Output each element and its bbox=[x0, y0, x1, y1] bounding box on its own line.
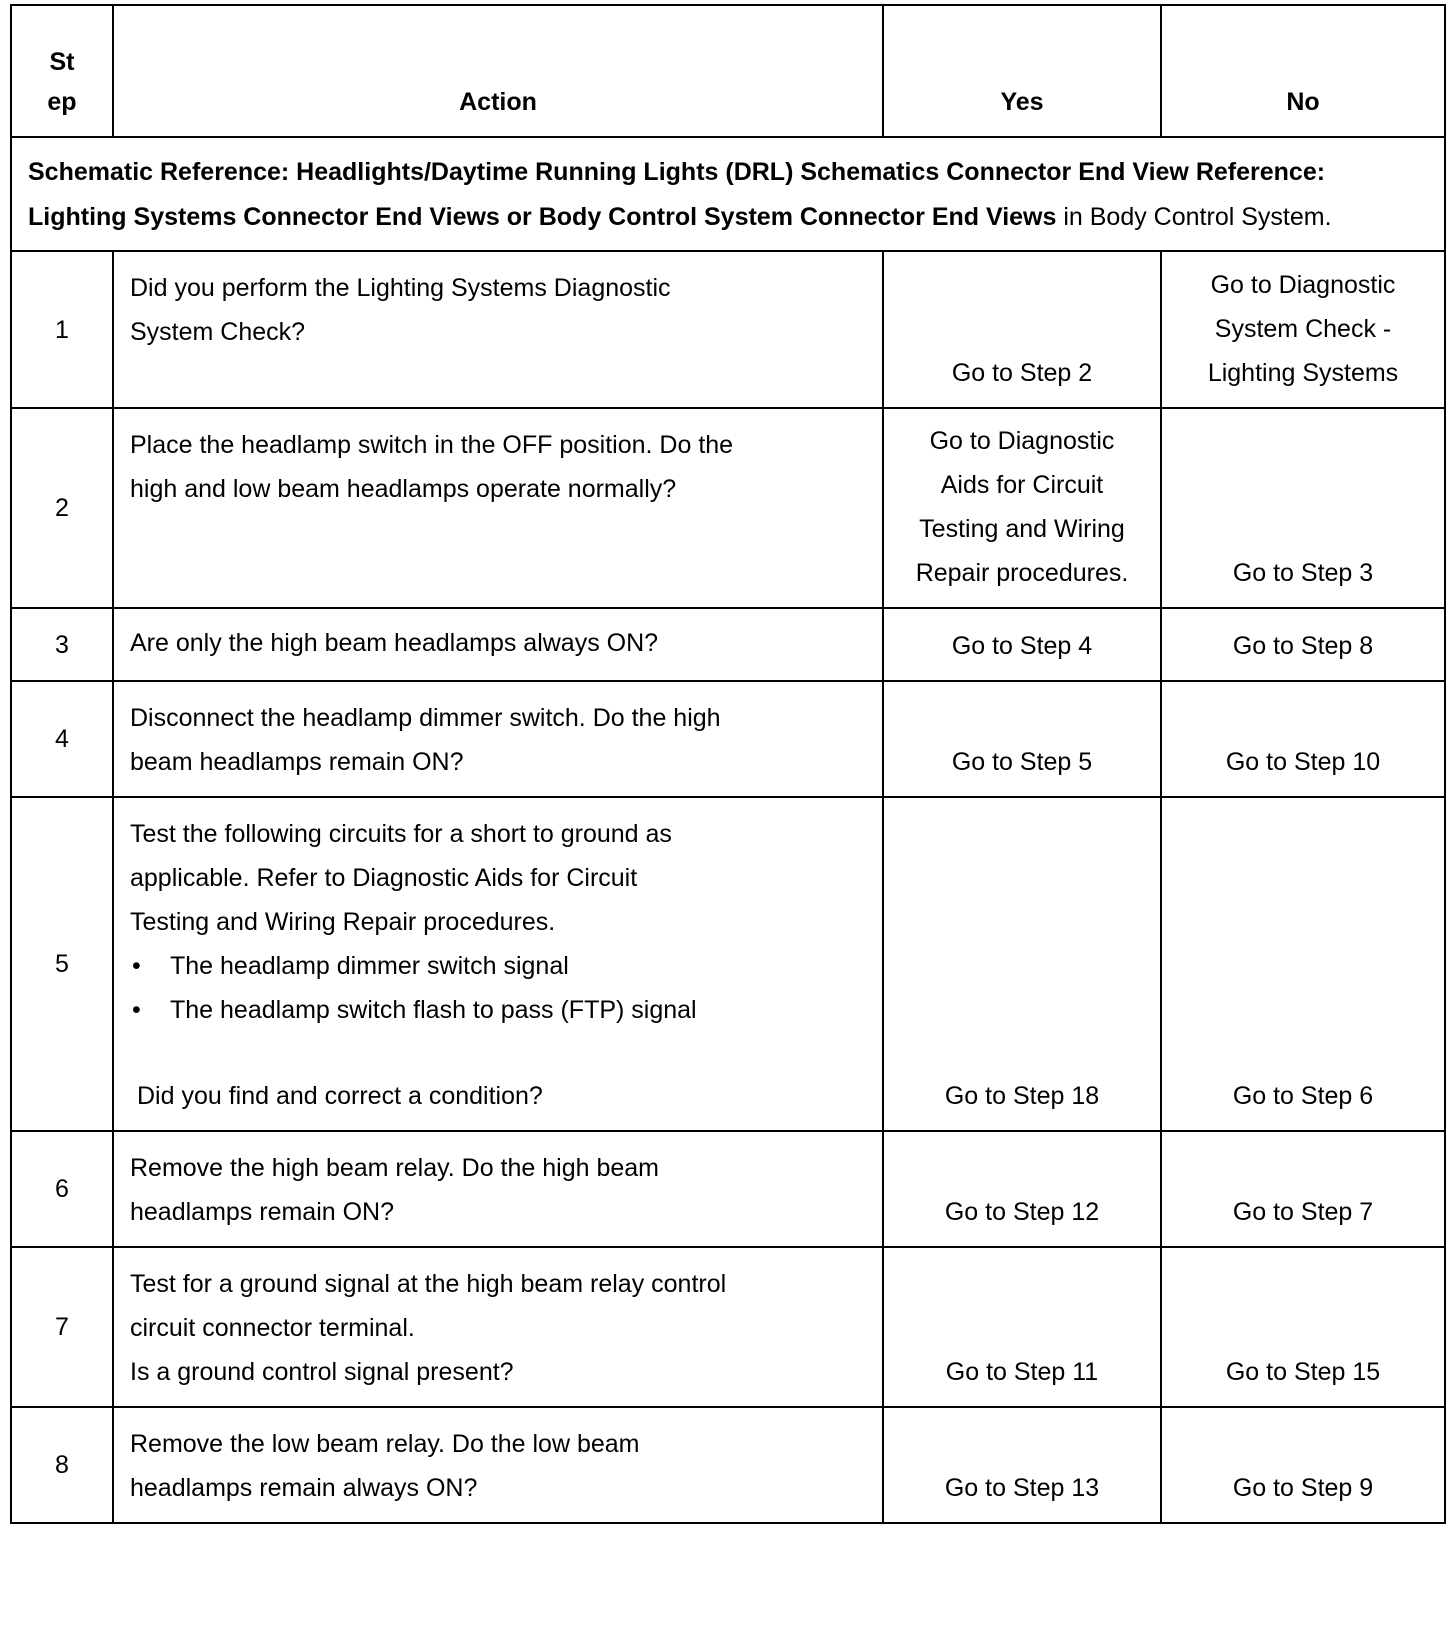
table-row bbox=[11, 1407, 1445, 1523]
header-yes: Yes bbox=[883, 5, 1161, 137]
yes-cell bbox=[883, 408, 1161, 608]
schematic-row bbox=[11, 137, 1445, 251]
diagnostic-table bbox=[10, 4, 1446, 1524]
table-row bbox=[11, 251, 1445, 408]
yes-cell bbox=[883, 1247, 1161, 1407]
table-row bbox=[11, 1131, 1445, 1247]
no-cell bbox=[1161, 797, 1445, 1131]
schematic-reference-bold: Schematic Reference: Headlights/Daytime Running Lights (DRL) Schematics Connector End View Reference: Lighting Systems Connector End Views or Body Control System Connector End Views bbox=[28, 158, 1326, 231]
yes-line: Go to Step 12 bbox=[944, 1198, 1100, 1226]
header-action: Action bbox=[113, 5, 883, 137]
yes-cell bbox=[883, 681, 1161, 797]
action-line: Disconnect the headlamp dimmer switch. Do the high bbox=[130, 704, 721, 732]
action-line: high and low beam headlamps operate normally? bbox=[130, 475, 677, 503]
schematic-reference-normal: in Body Control System. bbox=[1056, 203, 1332, 231]
header-step-line1: St bbox=[49, 48, 75, 76]
action-line: Is a ground control signal present? bbox=[130, 1358, 514, 1386]
action-cell bbox=[113, 1131, 883, 1247]
yes-line: Go to Step 4 bbox=[951, 632, 1093, 660]
step-number: 2 bbox=[11, 408, 113, 608]
header-no: No bbox=[1161, 5, 1445, 137]
action-cell bbox=[113, 251, 883, 408]
yes-line: Testing and Wiring bbox=[919, 515, 1125, 543]
no-cell bbox=[1161, 251, 1445, 408]
list-item-text: The headlamp switch flash to pass (FTP) signal bbox=[170, 996, 697, 1024]
step-number: 6 bbox=[11, 1131, 113, 1247]
yes-line: Go to Step 5 bbox=[951, 748, 1093, 776]
no-cell bbox=[1161, 608, 1445, 681]
action-line: Test for a ground signal at the high beam relay control bbox=[130, 1270, 727, 1298]
table-row bbox=[11, 608, 1445, 681]
yes-cell bbox=[883, 1407, 1161, 1523]
step-number: 3 bbox=[11, 608, 113, 681]
no-cell bbox=[1161, 408, 1445, 608]
no-line: Go to Diagnostic bbox=[1210, 271, 1396, 299]
table-row bbox=[11, 681, 1445, 797]
no-line: Go to Step 7 bbox=[1232, 1198, 1374, 1226]
action-cell bbox=[113, 1247, 883, 1407]
no-line: Go to Step 15 bbox=[1225, 1358, 1381, 1386]
yes-line: Go to Step 11 bbox=[945, 1358, 1099, 1386]
step-number: 5 bbox=[11, 797, 113, 1131]
yes-cell bbox=[883, 251, 1161, 408]
list-item bbox=[130, 944, 868, 988]
action-line: Testing and Wiring Repair procedures. bbox=[130, 908, 556, 936]
action-cell bbox=[113, 681, 883, 797]
no-line: Go to Step 8 bbox=[1232, 632, 1374, 660]
action-line: applicable. Refer to Diagnostic Aids for Circuit bbox=[130, 864, 638, 892]
no-cell bbox=[1161, 1407, 1445, 1523]
yes-line: Go to Step 2 bbox=[951, 359, 1093, 387]
yes-line: Repair procedures. bbox=[915, 559, 1129, 587]
action-cell bbox=[113, 1407, 883, 1523]
action-line: headlamps remain ON? bbox=[130, 1198, 395, 1226]
step-number: 1 bbox=[11, 251, 113, 408]
no-line: Go to Step 9 bbox=[1232, 1474, 1374, 1502]
header-step bbox=[11, 5, 113, 137]
no-line: Go to Step 6 bbox=[1232, 1082, 1374, 1110]
circuit-list bbox=[130, 944, 868, 1032]
action-line: beam headlamps remain ON? bbox=[130, 748, 464, 776]
action-line: Test the following circuits for a short to ground as bbox=[130, 820, 672, 848]
yes-cell bbox=[883, 797, 1161, 1131]
header-step-line2: ep bbox=[47, 88, 77, 116]
action-cell bbox=[113, 408, 883, 608]
action-line: System Check? bbox=[130, 318, 306, 346]
action-line: headlamps remain always ON? bbox=[130, 1474, 478, 1502]
action-line: circuit connector terminal. bbox=[130, 1314, 415, 1342]
action-cell bbox=[113, 797, 883, 1131]
action-line: Did you perform the Lighting Systems Diagnostic bbox=[130, 274, 671, 302]
action-cell bbox=[113, 608, 883, 681]
step-number: 8 bbox=[11, 1407, 113, 1523]
no-line: System Check - bbox=[1214, 315, 1392, 343]
list-item-text: The headlamp dimmer switch signal bbox=[170, 952, 569, 980]
table-row bbox=[11, 1247, 1445, 1407]
action-question: Did you find and correct a condition? bbox=[137, 1082, 543, 1110]
yes-line: Go to Step 13 bbox=[944, 1474, 1100, 1502]
yes-line: Aids for Circuit bbox=[940, 471, 1104, 499]
no-line: Go to Step 10 bbox=[1225, 748, 1381, 776]
no-line: Go to Step 3 bbox=[1232, 559, 1374, 587]
yes-line: Go to Diagnostic bbox=[929, 427, 1115, 455]
action-line: Remove the high beam relay. Do the high beam bbox=[130, 1154, 660, 1182]
step-number: 4 bbox=[11, 681, 113, 797]
table-row bbox=[11, 797, 1445, 1131]
yes-cell bbox=[883, 608, 1161, 681]
action-line: Are only the high beam headlamps always ON? bbox=[130, 629, 659, 657]
list-item bbox=[130, 988, 868, 1032]
no-cell bbox=[1161, 681, 1445, 797]
bullet-icon: • bbox=[132, 952, 141, 980]
schematic-reference bbox=[11, 137, 1445, 251]
diagnostic-document bbox=[10, 4, 1446, 1524]
yes-line: Go to Step 18 bbox=[944, 1082, 1100, 1110]
table-row bbox=[11, 408, 1445, 608]
no-cell bbox=[1161, 1247, 1445, 1407]
header-row bbox=[11, 5, 1445, 137]
action-line: Place the headlamp switch in the OFF position. Do the bbox=[130, 431, 734, 459]
action-line: Remove the low beam relay. Do the low beam bbox=[130, 1430, 640, 1458]
no-line: Lighting Systems bbox=[1207, 359, 1399, 387]
yes-cell bbox=[883, 1131, 1161, 1247]
bullet-icon: • bbox=[132, 996, 141, 1024]
no-cell bbox=[1161, 1131, 1445, 1247]
step-number: 7 bbox=[11, 1247, 113, 1407]
